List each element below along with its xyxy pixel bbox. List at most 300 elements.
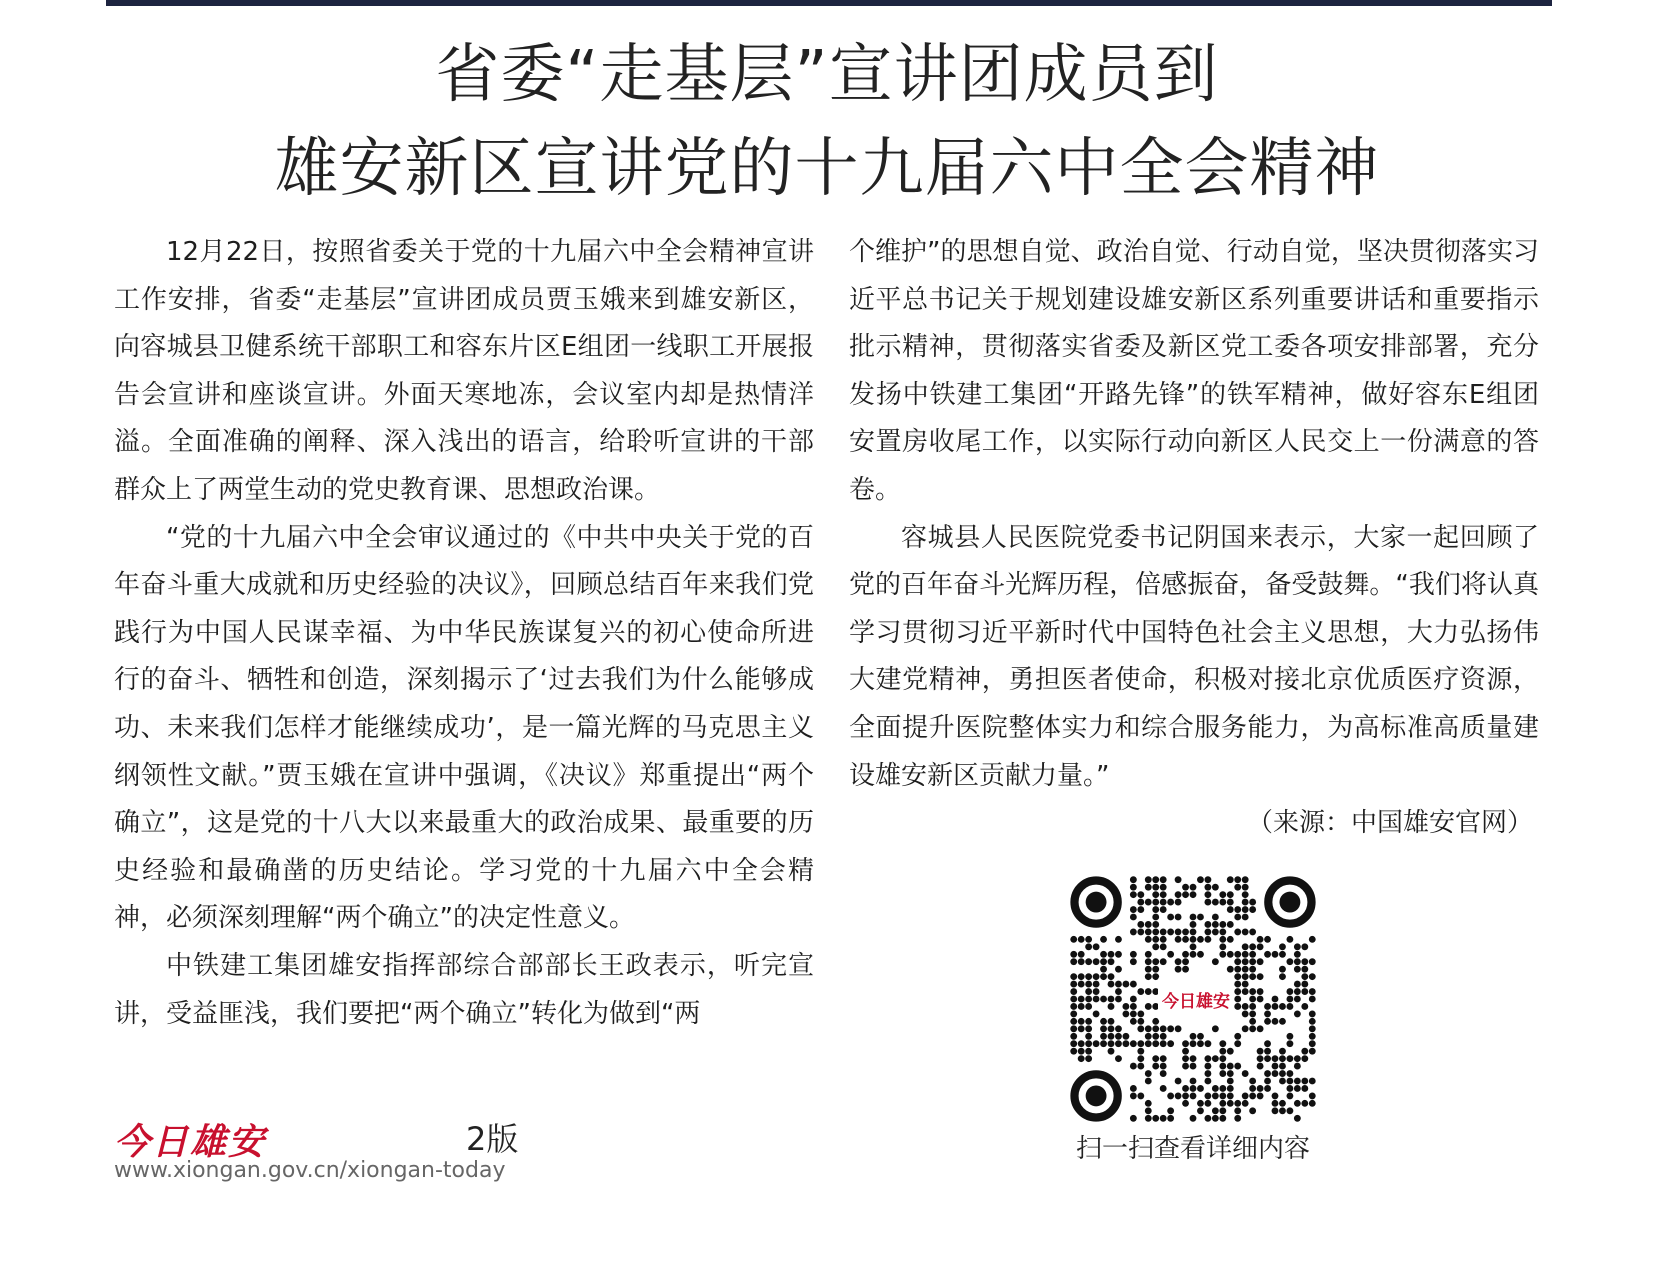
qr-module <box>1152 1115 1159 1122</box>
qr-module <box>1190 1063 1197 1070</box>
qr-module <box>1204 928 1211 935</box>
qr-module <box>1152 1063 1159 1070</box>
qr-module <box>1286 1033 1293 1040</box>
qr-module <box>1137 1092 1144 1099</box>
qr-module <box>1152 928 1159 935</box>
qr-module <box>1130 951 1137 958</box>
qr-module <box>1301 1078 1308 1085</box>
qr-module <box>1100 1033 1107 1040</box>
qr-module <box>1145 973 1152 980</box>
qr-module <box>1152 958 1159 965</box>
qr-module <box>1160 1025 1167 1032</box>
qr-module <box>1152 921 1159 928</box>
article-column-left <box>114 229 814 1038</box>
qr-module <box>1242 981 1249 988</box>
qr-module <box>1242 1010 1249 1017</box>
qr-module <box>1145 1078 1152 1085</box>
qr-module <box>1085 1033 1092 1040</box>
qr-module <box>1130 958 1137 965</box>
qr-module <box>1264 1055 1271 1062</box>
qr-module <box>1152 891 1159 898</box>
qr-module <box>1175 899 1182 906</box>
qr-module <box>1197 951 1204 958</box>
qr-module <box>1272 996 1279 1003</box>
qr-module <box>1197 936 1204 943</box>
qr-module <box>1078 1055 1085 1062</box>
qr-module <box>1227 1092 1234 1099</box>
qr-module <box>1182 928 1189 935</box>
qr-module <box>1279 1018 1286 1025</box>
qr-module <box>1160 1033 1167 1040</box>
qr-module <box>1093 996 1100 1003</box>
qr-module <box>1279 1100 1286 1107</box>
qr-module <box>1152 906 1159 913</box>
qr-module <box>1279 1003 1286 1010</box>
qr-module <box>1190 1033 1197 1040</box>
qr-module <box>1197 1107 1204 1114</box>
qr-module <box>1272 1092 1279 1099</box>
qr-module <box>1234 1040 1241 1047</box>
qr-module <box>1294 996 1301 1003</box>
qr-module <box>1249 996 1256 1003</box>
qr-module <box>1294 1010 1301 1017</box>
qr-module <box>1212 1085 1219 1092</box>
qr-module <box>1249 899 1256 906</box>
qr-module <box>1078 1048 1085 1055</box>
qr-caption: 扫一扫查看详细内容 <box>1075 1134 1310 1164</box>
qr-module <box>1122 981 1129 988</box>
qr-module <box>1234 996 1241 1003</box>
qr-module <box>1279 1063 1286 1070</box>
qr-module <box>1204 1040 1211 1047</box>
paragraph-1: 12月22日，按照省委关于党的十九届六中全会精神宣讲工作安排，省委“走基层”宣讲团成员贾玉娥来到雄安新区，向容城县卫健系统干部职工和容东片区E组团一线职工开展报告会宣讲和座谈宣讲。外面天寒地冻，会议室内却是热情洋溢。全面准确的阐释、深入浅出的语言，给聆听宣讲的干部群众上了两堂生动的党史教育课、思想政治课。 <box>114 237 814 505</box>
qr-module <box>1160 943 1167 950</box>
qr-module <box>1175 928 1182 935</box>
qr-module <box>1249 958 1256 965</box>
footer-brand-logo: 今日雄安 <box>114 1121 267 1163</box>
qr-module <box>1257 996 1264 1003</box>
qr-module <box>1182 1092 1189 1099</box>
qr-module <box>1242 1092 1249 1099</box>
qr-module <box>1272 951 1279 958</box>
top-rule <box>106 0 1552 6</box>
qr-module <box>1279 966 1286 973</box>
qr-module <box>1070 1003 1077 1010</box>
qr-module <box>1078 1025 1085 1032</box>
qr-module <box>1219 928 1226 935</box>
qr-module <box>1085 1003 1092 1010</box>
qr-module <box>1160 899 1167 906</box>
qr-module <box>1130 906 1137 913</box>
qr-module <box>1249 1018 1256 1025</box>
qr-module <box>1115 1040 1122 1047</box>
qr-module <box>1078 1018 1085 1025</box>
qr-module <box>1078 996 1085 1003</box>
qr-module <box>1167 1025 1174 1032</box>
qr-module <box>1152 884 1159 891</box>
qr-module <box>1115 951 1122 958</box>
qr-finder-dot <box>1279 892 1300 913</box>
qr-module <box>1085 1048 1092 1055</box>
qr-module <box>1108 1025 1115 1032</box>
qr-module <box>1182 1048 1189 1055</box>
qr-module <box>1175 876 1182 883</box>
qr-module <box>1301 958 1308 965</box>
qr-module <box>1309 936 1316 943</box>
qr-module <box>1070 981 1077 988</box>
qr-module <box>1227 936 1234 943</box>
qr-module <box>1242 973 1249 980</box>
qr-module <box>1160 1055 1167 1062</box>
qr-module <box>1130 891 1137 898</box>
qr-module <box>1167 914 1174 921</box>
qr-module <box>1234 951 1241 958</box>
qr-module <box>1160 1085 1167 1092</box>
qr-module <box>1242 1025 1249 1032</box>
qr-module <box>1242 951 1249 958</box>
qr-module <box>1286 1078 1293 1085</box>
qr-module <box>1108 973 1115 980</box>
qr-module <box>1219 1048 1226 1055</box>
qr-module <box>1160 1115 1167 1122</box>
qr-module <box>1145 1040 1152 1047</box>
qr-module <box>1137 1025 1144 1032</box>
qr-module <box>1190 914 1197 921</box>
qr-module <box>1257 1063 1264 1070</box>
qr-module <box>1100 1025 1107 1032</box>
qr-module <box>1219 936 1226 943</box>
qr-module <box>1190 928 1197 935</box>
qr-module <box>1234 1033 1241 1040</box>
qr-module <box>1190 891 1197 898</box>
qr-module <box>1219 1085 1226 1092</box>
qr-module <box>1204 884 1211 891</box>
qr-module <box>1160 958 1167 965</box>
qr-module <box>1197 1085 1204 1092</box>
qr-module <box>1286 1092 1293 1099</box>
qr-module <box>1309 958 1316 965</box>
qr-module <box>1175 936 1182 943</box>
qr-module <box>1264 1070 1271 1077</box>
qr-module <box>1219 951 1226 958</box>
qr-module <box>1145 876 1152 883</box>
qr-module <box>1204 921 1211 928</box>
qr-module <box>1190 884 1197 891</box>
qr-module <box>1160 1063 1167 1070</box>
qr-module <box>1234 958 1241 965</box>
qr-module <box>1093 958 1100 965</box>
article-source: （来源：中国雄安官网） <box>1246 808 1533 839</box>
qr-module <box>1257 943 1264 950</box>
qr-module <box>1286 1107 1293 1114</box>
qr-module <box>1204 1055 1211 1062</box>
qr-module <box>1197 914 1204 921</box>
qr-module <box>1190 1078 1197 1085</box>
qr-module <box>1190 943 1197 950</box>
qr-module <box>1182 1085 1189 1092</box>
qr-module <box>1272 1100 1279 1107</box>
qr-module <box>1219 1040 1226 1047</box>
qr-module <box>1175 1025 1182 1032</box>
qr-module <box>1219 1055 1226 1062</box>
qr-module <box>1093 973 1100 980</box>
qr-module <box>1145 951 1152 958</box>
qr-module <box>1078 1040 1085 1047</box>
qr-module <box>1085 1055 1092 1062</box>
qr-module <box>1204 1070 1211 1077</box>
qr-module <box>1085 981 1092 988</box>
qr-module <box>1234 988 1241 995</box>
qr-module <box>1137 1055 1144 1062</box>
qr-module <box>1257 1048 1264 1055</box>
qr-module <box>1212 928 1219 935</box>
qr-module <box>1249 943 1256 950</box>
qr-module <box>1212 1025 1219 1032</box>
qr-module <box>1249 928 1256 935</box>
qr-module <box>1234 981 1241 988</box>
qr-module <box>1152 1040 1159 1047</box>
paragraph-4: 容城县人民医院党委书记阴国来表示，大家一起回顾了党的百年奋斗光辉历程，倍感振奋，备受鼓舞。“我们将认真学习贯彻习近平新时代中国特色社会主义思想，大力弘扬伟大建党精神，勇担医者使命，积极对接北京优质医疗资源，全面提升医院整体实力和综合服务能力，为高标准高质量建设雄安新区贡献力量。” <box>849 522 1539 791</box>
qr-module <box>1175 1078 1182 1085</box>
qr-module <box>1190 1085 1197 1092</box>
qr-module <box>1182 884 1189 891</box>
qr-module <box>1279 1055 1286 1062</box>
qr-module <box>1309 1078 1316 1085</box>
qr-module <box>1204 1100 1211 1107</box>
qr-finder-dot <box>1086 892 1107 913</box>
qr-module <box>1257 936 1264 943</box>
qr-module <box>1242 899 1249 906</box>
qr-module <box>1272 1018 1279 1025</box>
qr-module <box>1227 1070 1234 1077</box>
qr-module <box>1242 966 1249 973</box>
qr-module <box>1301 988 1308 995</box>
qr-module <box>1190 951 1197 958</box>
qr-module <box>1167 1040 1174 1047</box>
qr-module <box>1115 981 1122 988</box>
qr-module <box>1160 936 1167 943</box>
qr-module <box>1130 914 1137 921</box>
qr-logo: 今日雄安 <box>1158 976 1234 1022</box>
qr-module <box>1234 1115 1241 1122</box>
qr-module <box>1115 996 1122 1003</box>
qr-module <box>1070 1048 1077 1055</box>
qr-module <box>1309 1018 1316 1025</box>
headline-line-2: 雄安新区宣讲党的十九届六中全会精神 <box>274 132 1380 206</box>
qr-module <box>1286 1055 1293 1062</box>
qr-module <box>1249 988 1256 995</box>
qr-module <box>1197 1033 1204 1040</box>
qr-module <box>1190 936 1197 943</box>
qr-module <box>1264 1003 1271 1010</box>
qr-module <box>1115 966 1122 973</box>
qr-module <box>1279 951 1286 958</box>
qr-module <box>1204 1092 1211 1099</box>
qr-module <box>1219 1063 1226 1070</box>
qr-module <box>1070 988 1077 995</box>
qr-module <box>1070 1018 1077 1025</box>
qr-module <box>1234 884 1241 891</box>
qr-module <box>1227 966 1234 973</box>
qr-module <box>1264 951 1271 958</box>
qr-module <box>1242 958 1249 965</box>
qr-module <box>1145 958 1152 965</box>
qr-module <box>1234 1100 1241 1107</box>
qr-module <box>1294 981 1301 988</box>
qr-module <box>1242 914 1249 921</box>
qr-module <box>1286 936 1293 943</box>
qr-module <box>1264 936 1271 943</box>
qr-module <box>1279 943 1286 950</box>
qr-module <box>1234 973 1241 980</box>
qr-module <box>1286 1003 1293 1010</box>
qr-module <box>1130 1040 1137 1047</box>
qr-module <box>1175 914 1182 921</box>
qr-module <box>1294 966 1301 973</box>
qr-module <box>1070 936 1077 943</box>
qr-module <box>1301 981 1308 988</box>
footer-edition: 2版 <box>466 1120 519 1158</box>
qr-module <box>1227 1063 1234 1070</box>
qr-module <box>1093 943 1100 950</box>
qr-module <box>1130 928 1137 935</box>
qr-module <box>1167 1115 1174 1122</box>
qr-module <box>1070 951 1077 958</box>
qr-module <box>1145 1115 1152 1122</box>
qr-module <box>1145 966 1152 973</box>
qr-module <box>1182 891 1189 898</box>
qr-module <box>1279 1070 1286 1077</box>
qr-module <box>1070 1025 1077 1032</box>
qr-module <box>1160 928 1167 935</box>
qr-module <box>1137 1018 1144 1025</box>
qr-module <box>1257 1025 1264 1032</box>
qr-module <box>1160 1070 1167 1077</box>
qr-module <box>1190 1092 1197 1099</box>
qr-module <box>1152 914 1159 921</box>
qr-module <box>1145 1107 1152 1114</box>
qr-module <box>1309 1033 1316 1040</box>
qr-module <box>1100 1018 1107 1025</box>
qr-module <box>1152 943 1159 950</box>
qr-module <box>1219 1092 1226 1099</box>
qr-module <box>1279 1107 1286 1114</box>
qr-module <box>1100 996 1107 1003</box>
qr-module <box>1130 996 1137 1003</box>
qr-module <box>1286 958 1293 965</box>
qr-module <box>1227 921 1234 928</box>
qr-module <box>1249 1003 1256 1010</box>
qr-module <box>1145 1033 1152 1040</box>
qr-module <box>1264 1048 1271 1055</box>
qr-module <box>1108 951 1115 958</box>
qr-module <box>1070 1040 1077 1047</box>
qr-module <box>1190 1115 1197 1122</box>
qr-module <box>1234 1003 1241 1010</box>
qr-module <box>1130 1085 1137 1092</box>
qr-module <box>1108 958 1115 965</box>
qr-module <box>1145 884 1152 891</box>
paragraph-2: “党的十九届六中全会审议通过的《中共中央关于党的百年奋斗重大成就和历史经验的决议》，回顾总结百年来我们党践行为中国人民谋幸福、为中华民族谋复兴的初心使命所进行的奋斗、牺牲和创造，深刻揭示了‘过去我们为什么能够成功、未来我们怎样才能继续成功’，是一篇光辉的马克思主义纲领性文献。”贾玉娥在宣讲中强调，《决议》郑重提出“两个确立”，这是党的十八大以来最重大的政治成果、最重要的历史经验和最确凿的历史结论。学习党的十九届六中全会精神，必须深刻理解“两个确立”的决定性意义。 <box>114 522 814 934</box>
article-column-right <box>849 229 1539 848</box>
qr-module <box>1115 988 1122 995</box>
qr-module <box>1234 876 1241 883</box>
qr-module <box>1227 876 1234 883</box>
qr-module <box>1301 966 1308 973</box>
qr-module <box>1145 988 1152 995</box>
qr-module <box>1301 973 1308 980</box>
qr-module <box>1070 973 1077 980</box>
paragraph-3-continuation: 个维护”的思想自觉、政治自觉、行动自觉，坚决贯彻落实习近平总书记关于规划建设雄安新区系列重要讲话和重要指示批示精神，贯彻落实省委及新区党工委各项安排部署，充分发扬中铁建工集团“开路先锋”的铁军精神，做好容东E组团安置房收尾工作，以实际行动向新区人民交上一份满意的答卷。 <box>849 237 1539 505</box>
qr-module <box>1294 1063 1301 1070</box>
qr-module <box>1190 1055 1197 1062</box>
qr-module <box>1272 1003 1279 1010</box>
qr-module <box>1257 973 1264 980</box>
footer-url[interactable]: www.xiongan.gov.cn/xiongan-today <box>114 1158 506 1183</box>
qr-module <box>1309 1100 1316 1107</box>
qr-module <box>1137 1048 1144 1055</box>
qr-module <box>1294 988 1301 995</box>
qr-module <box>1227 1078 1234 1085</box>
qr-module <box>1085 958 1092 965</box>
qr-module <box>1234 1107 1241 1114</box>
qr-module <box>1309 1040 1316 1047</box>
qr-module <box>1264 1085 1271 1092</box>
qr-module <box>1137 899 1144 906</box>
qr-module <box>1145 1003 1152 1010</box>
qr-module <box>1212 899 1219 906</box>
qr-module <box>1234 906 1241 913</box>
qr-module <box>1190 921 1197 928</box>
qr-module <box>1085 973 1092 980</box>
qr-module <box>1093 1040 1100 1047</box>
paragraph-3: 中铁建工集团雄安指挥部综合部部长王政表示，听完宣讲，受益匪浅，我们要把“两个确立”转化为做到“两 <box>114 950 814 1029</box>
qr-module <box>1264 1018 1271 1025</box>
qr-module <box>1204 876 1211 883</box>
qr-module <box>1242 1070 1249 1077</box>
qr-module <box>1242 876 1249 883</box>
qr-module <box>1100 1040 1107 1047</box>
qr-module <box>1115 1033 1122 1040</box>
qr-module <box>1286 988 1293 995</box>
qr-module <box>1242 891 1249 898</box>
qr-module <box>1115 1055 1122 1062</box>
qr-module <box>1145 936 1152 943</box>
qr-module <box>1167 1107 1174 1114</box>
qr-module <box>1219 943 1226 950</box>
qr-module <box>1130 1092 1137 1099</box>
qr-module <box>1219 1100 1226 1107</box>
qr-module <box>1182 1055 1189 1062</box>
qr-code[interactable] <box>1070 876 1316 1122</box>
qr-module <box>1160 1040 1167 1047</box>
qr-module <box>1227 1048 1234 1055</box>
qr-module <box>1093 981 1100 988</box>
qr-module <box>1197 876 1204 883</box>
qr-module <box>1286 1040 1293 1047</box>
qr-module <box>1309 1092 1316 1099</box>
qr-module <box>1085 936 1092 943</box>
qr-module <box>1257 958 1264 965</box>
qr-finder-dot <box>1086 1085 1107 1106</box>
qr-module <box>1272 1063 1279 1070</box>
qr-module <box>1257 1092 1264 1099</box>
qr-module <box>1167 951 1174 958</box>
qr-module <box>1242 884 1249 891</box>
qr-module <box>1212 1107 1219 1114</box>
qr-module <box>1204 1078 1211 1085</box>
qr-module <box>1279 1048 1286 1055</box>
